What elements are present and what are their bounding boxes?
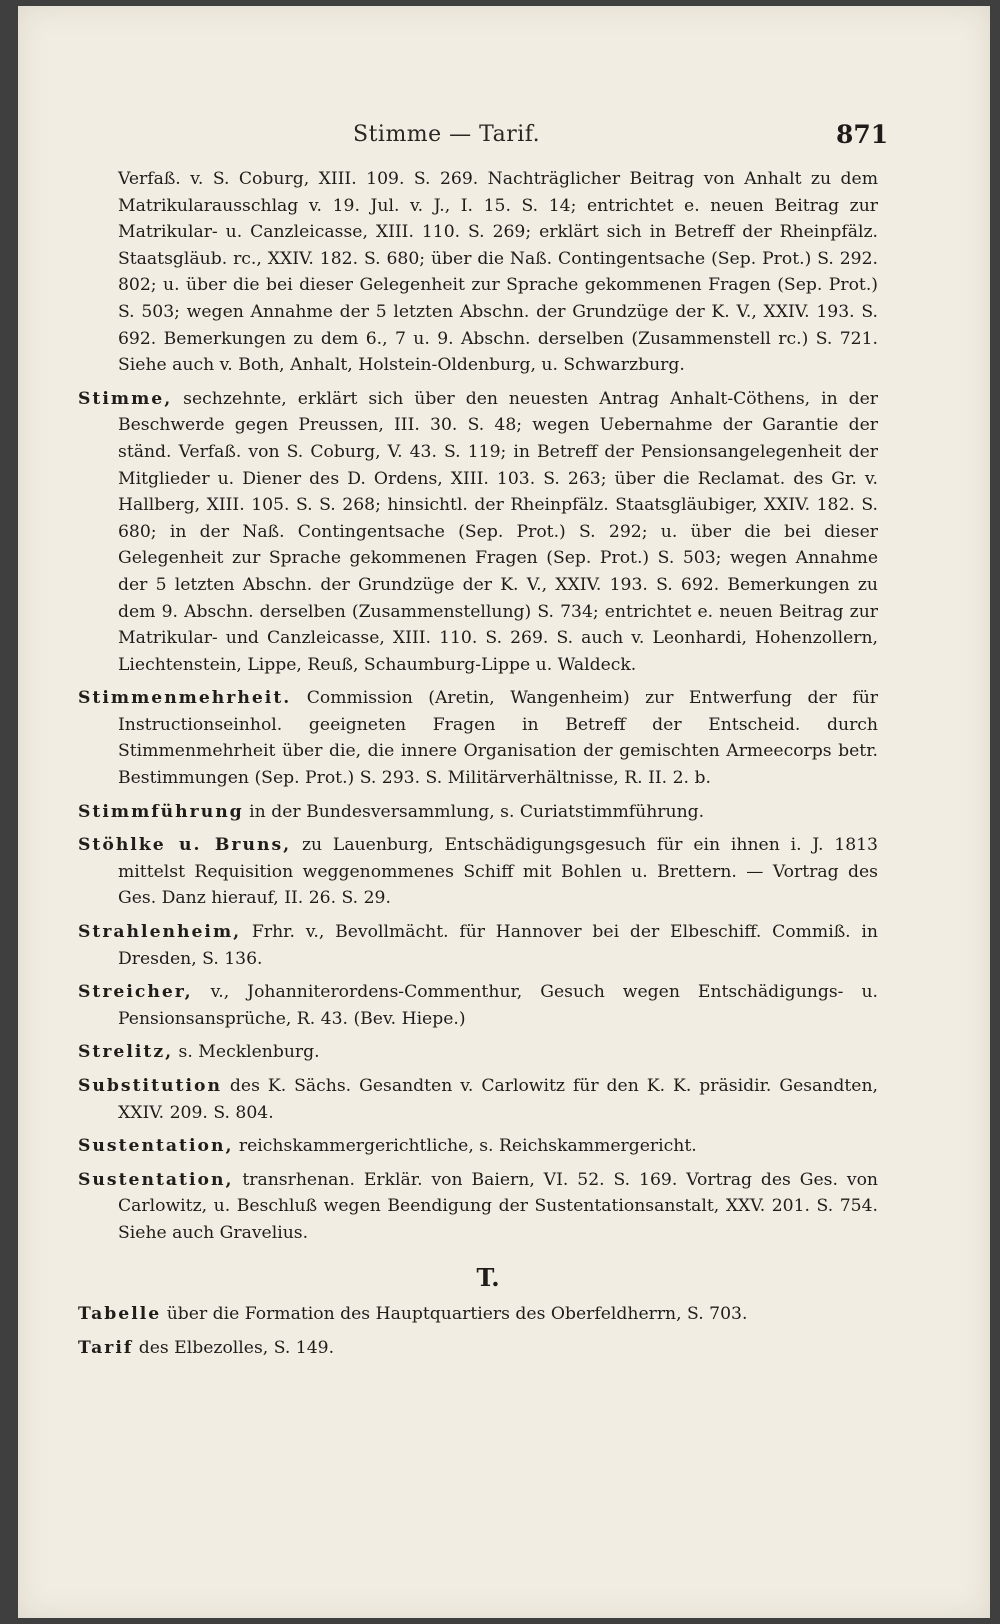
entry-text: Commission (Aretin, Wangenheim) zur Entwerfung der für Instructionseinhol. geeigneten Fragen in Betreff der Entscheid. durch Stimmenmehrheit über die, die innere Organisation der gemischten Armeecorps betr. Bestimmungen (Sep. Prot.) S. 293. S. Militärverhältnisse, R. II. 2. b.: [118, 688, 878, 789]
entry-text: in der Bundesversammlung, s. Curiatstimmführung.: [243, 801, 705, 822]
index-entry: [78, 1133, 878, 1160]
index-entry: [78, 386, 878, 679]
entry-text: Verfaß. v. S. Coburg, XIII. 109. S. 269. Nachträglicher Beitrag von Anhalt zu dem Matrikularausschlag v. 19. Jul. v. J., I. 15. S. 14; entrichtet e. neuen Beitrag zur Matrikular- u. Canzleicasse, XIII. 110. S. 269; erklärt sich in Betreff der Rheinpfälz. Staatsgläub. rc., XXIV. 182. S. 680; über die Naß. Contingentsache (Sep. Prot.) S. 292. 802; u. über die bei dieser Gelegenheit zur Sprache gekommenen Fragen (Sep. Prot.) S. 503; wegen Annahme der 5 letzten Abschn. der Grundzüge der K. V., XXIV. 193. S. 692. Bemerkungen zu dem 6., 7 u. 9. Abschn. derselben (Zusammenstell rc.) S. 721. Siehe auch v. Both, Anhalt, Holstein-Oldenburg, u. Schwarzburg.: [118, 169, 878, 376]
entry-lemma: Stimmführung: [78, 801, 244, 822]
index-body: [78, 166, 878, 1368]
entry-lemma: Tabelle: [78, 1304, 162, 1325]
index-entry: [78, 1167, 878, 1247]
entry-lemma: Streicher,: [78, 982, 193, 1003]
index-entry: [78, 979, 878, 1032]
entry-text: über die Formation des Hauptquartiers des Oberfeldherrn, S. 703.: [161, 1304, 748, 1325]
entry-lemma: Stimme,: [78, 388, 173, 409]
running-title: Stimme — Tarif.: [353, 122, 541, 147]
entry-text: reichskammergerichtliche, s. Reichskammergericht.: [233, 1136, 697, 1157]
entry-lemma: Strelitz,: [78, 1042, 174, 1063]
entry-lemma: Stimmenmehrheit.: [78, 688, 292, 709]
index-entry: [78, 685, 878, 791]
index-entry: [78, 799, 878, 826]
index-entry: [78, 1073, 878, 1126]
entry-lemma: Strahlenheim,: [78, 922, 242, 943]
index-entry: [78, 1301, 878, 1328]
book-page: [18, 6, 990, 1618]
index-entry: [78, 832, 878, 912]
index-entry: [78, 1335, 878, 1362]
index-entry: [78, 1039, 878, 1066]
entry-lemma: Tarif: [78, 1337, 134, 1358]
entry-lemma: Sustentation,: [78, 1136, 234, 1157]
entry-lemma: Sustentation,: [78, 1169, 234, 1190]
entry-lemma: Stöhlke u. Bruns,: [78, 835, 292, 856]
entry-text: Frhr. v., Bevollmächt. für Hannover bei der Elbeschiff. Commiß. in Dresden, S. 136.: [118, 922, 878, 969]
entry-text: sechzehnte, erklärt sich über den neuesten Antrag Anhalt-Cöthens, in der Beschwerde gegen Preussen, III. 30. S. 48; wegen Uebernahme der Garantie der ständ. Verfaß. von S. Coburg, V. 43. S. 119; in Betreff der Pensionsangelegenheit der Mitglieder u. Diener des D. Ordens, XIII. 103. S. 263; über die Reclamat. des Gr. v. Hallberg, XIII. 105. S. S. 268; hinsichtl. der Rheinpfälz. Staatsgläubiger, XXIV. 182. S. 680; in der Naß. Contingentsache (Sep. Prot.) S. 292; u. über die bei dieser Gelegenheit zur Sprache gekommenen Fragen (Sep. Prot.) S. 503; wegen Annahme der 5 letzten Abschn. der Grundzüge der K. V., XXIV. 193. S. 692. Bemerkungen zu dem 9. Abschn. derselben (Zusammenstellung) S. 734; entrichtet e. neuen Beitrag zur Matrikular- und Canzleicasse, XIII. 110. S. 269. S. auch v. Leonhardi, Hohenzollern, Liechtenstein, Lippe, Reuß, Schaumburg-Lippe u. Waldeck.: [118, 388, 878, 675]
page-number: 871: [836, 120, 889, 149]
section-letter-heading: T.: [476, 1262, 500, 1292]
entry-text: transrhenan. Erklär. von Baiern, VI. 52. S. 169. Vortrag des Ges. von Carlowitz, u. Beschluß wegen Beendigung der Sustentationsanstalt, XXV. 201. S. 754. Siehe auch Gravelius.: [118, 1169, 878, 1243]
running-head: [18, 122, 990, 162]
entry-text: des Elbezolles, S. 149.: [133, 1337, 335, 1358]
entry-lemma: Substitution: [78, 1076, 222, 1096]
entry-text: zu Lauenburg, Entschädigungsgesuch für ein ihnen i. J. 1813 mittelst Requisition weggenommenes Schiff mit Bohlen u. Brettern. — Vortrag des Ges. Danz hierauf, II. 26. S. 29.: [118, 835, 878, 909]
entry-text: s. Mecklenburg.: [173, 1042, 320, 1063]
index-entry-continued: [78, 166, 878, 379]
entry-text: des K. Sächs. Gesandten v. Carlowitz für den K. K. präsidir. Gesandten, XXIV. 209. S. 804.: [118, 1076, 878, 1123]
index-entry: [78, 919, 878, 972]
entry-text: v., Johanniterordens-Commenthur, Gesuch wegen Entschädigungs- u. Pensionsansprüche, R. 43. (Bev. Hiepe.): [118, 982, 878, 1029]
